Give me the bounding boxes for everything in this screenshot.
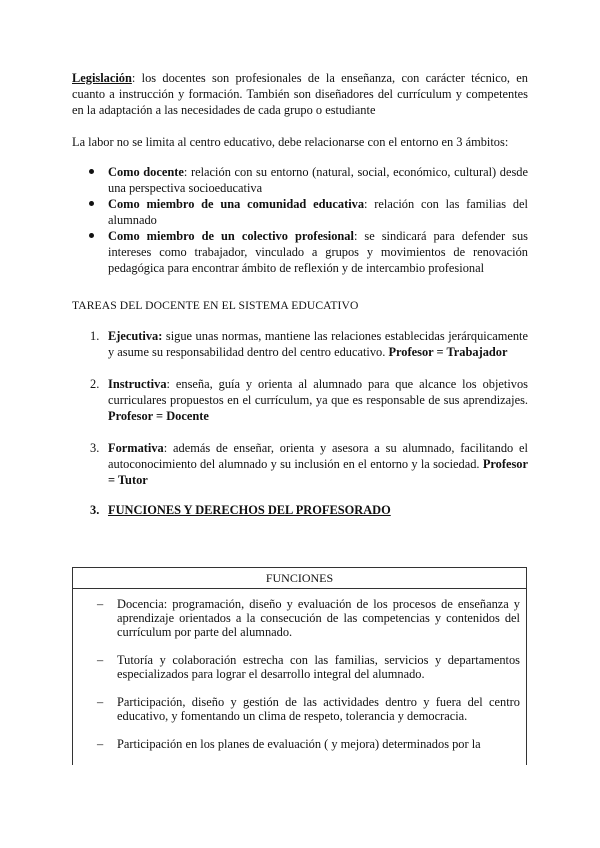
list-item: 3. Formativa: además de enseñar, orienta y asesora a su alumnado, facilitando el autoconocimiento del alumnado y su inclusión en el entorno y la sociedad. Profesor = Tutor <box>90 441 528 487</box>
legislacion-label: Legislación <box>72 71 132 85</box>
list-item: Como miembro de una comunidad educativa: relación con las familias del alumnado <box>72 196 528 228</box>
tareas-heading: TAREAS DEL DOCENTE EN EL SISTEMA EDUCATIVO <box>72 299 359 312</box>
document-body <box>72 70 528 518</box>
section-heading: 3. FUNCIONES Y DERECHOS DEL PROFESORADO <box>90 503 391 517</box>
table-cell <box>73 589 527 766</box>
list-item: Como docente: relación con su entorno (natural, social, económico, cultural) desde una perspectiva socioeducativa <box>72 164 528 196</box>
ambitos-list <box>72 164 528 276</box>
list-item: 2. Instructiva: enseña, guía y orienta al alumnado para que alcance los objetivos curriculares propuestos en el currículum, ya que es responsable de sus aprendizajes. Profesor = Docente <box>90 377 528 423</box>
legislacion-text: : los docentes son profesionales de la enseñanza, con carácter técnico, en cuanto a instrucción y formación. También son diseñadores del currículum y competentes en la adaptación a las necesidades de cada grupo o estudiante <box>72 71 528 117</box>
list-item: Como miembro de un colectivo profesional: se sindicará para defender sus intereses como trabajador, vinculado a grupos y movimientos de renovación pedagógica para encontrar ámbito de reflexión y de intercambio profesional <box>72 228 528 276</box>
list-item: – Docencia: programación, diseño y evaluación de los procesos de enseñanza y aprendizaje orientados a la consecución de las competencias y contenidos del currículum por parte del alumnado. <box>97 597 520 639</box>
tareas-list <box>72 328 528 488</box>
list-item: – Tutoría y colaboración estrecha con las familias, servicios y departamentos especializados para lograr el desarrollo integral del alumnado. <box>97 653 520 681</box>
labor-paragraph: La labor no se limita al centro educativo, debe relacionarse con el entorno en 3 ámbitos: <box>72 135 509 149</box>
funciones-table <box>72 567 527 765</box>
list-item: – Participación en los planes de evaluación ( y mejora) determinados por la <box>97 737 481 751</box>
bullet-icon <box>89 233 94 238</box>
bullet-icon <box>89 201 94 206</box>
list-item: 1. Ejecutiva: sigue unas normas, mantiene las relaciones establecidas jerárquicamente y asume su responsabilidad dentro del centro educativo. Profesor = Trabajador <box>90 329 528 359</box>
bullet-icon <box>89 169 94 174</box>
table-header: FUNCIONES <box>73 568 527 589</box>
legislacion-paragraph <box>72 70 528 118</box>
list-item: – Participación, diseño y gestión de las actividades dentro y fuera del centro educativo, y fomentando un clima de respeto, tolerancia y democracia. <box>97 695 520 723</box>
